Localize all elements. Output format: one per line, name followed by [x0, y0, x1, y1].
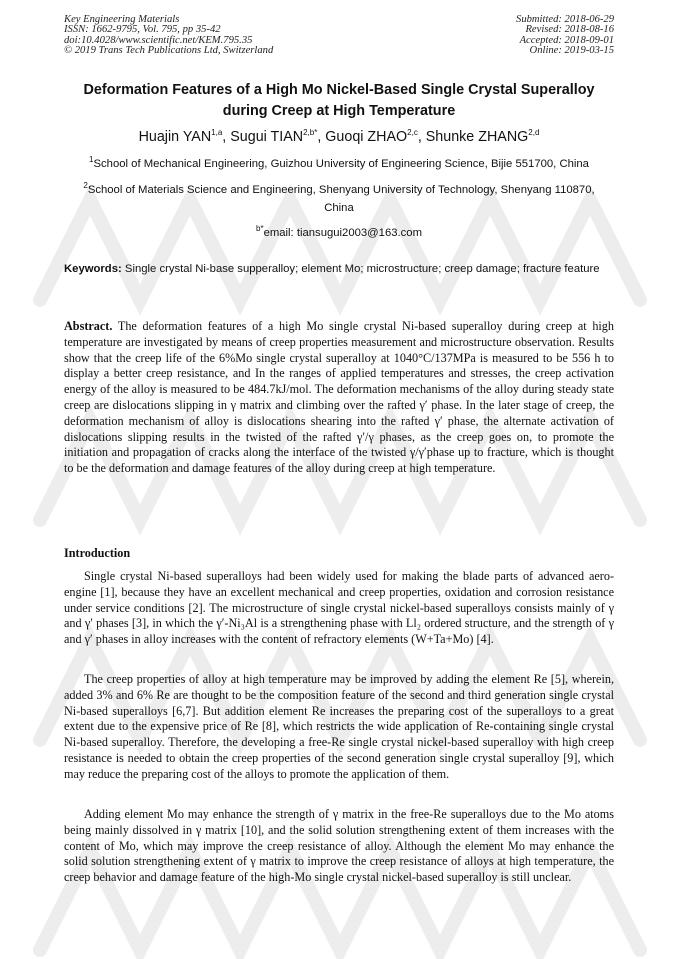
- article-dates: [516, 15, 614, 57]
- intro-paragraph-2: The creep properties of alloy at high temperature may be improved by adding the element Re [5], wherein, added 3% and 6% Re are thought to be the composition feature of the second and third generation single crystal Ni-based superalloys [6,7]. But addition element Re increases the preparing cost of the superalloys to a great extent due to the expensive price of Re [8], which restricts the wide application of Re-containing single crystal Ni-based superalloy. Therefore, the developing a free-Re single crystal nickel-based superalloy with high creep resistance is needed to obtain the creep properties of the second generation single crystal superalloy [9], which may reduce the preparing cost of the alloys to promote the application of them.: [64, 672, 614, 781]
- journal-doi[interactable]: doi:10.4028/www.scientific.net/KEM.795.35: [64, 34, 253, 46]
- author-name: Huajin YAN: [138, 129, 212, 145]
- journal-name: Key Engineering Materials: [64, 14, 180, 25]
- author-name: Guoqi ZHAO: [325, 129, 408, 145]
- date-submitted: Submitted: 2018-06-29: [516, 14, 614, 25]
- section-heading-introduction: Introduction: [64, 546, 131, 560]
- keywords: [64, 261, 614, 278]
- affiliation-1: [64, 155, 614, 173]
- keywords-label: Keywords:: [64, 263, 122, 275]
- date-online: Online: 2019-03-15: [529, 45, 614, 57]
- intro-paragraph-1: Single crystal Ni-based superalloys had been widely used for making the blade parts of advanced aero-engine [1], because they have an excellent mechanical and creep properties, oxidation and corrosion resistance under service conditions [2]. The microstructure of single crystal nickel-based superalloys consists mainly of γ and γ′ phases [3], in which the γ′-Ni₃Al is a strengthening phase with Ll₂ ordered structure, and the strength of γ and γ′ phases in alloy increases with the content of refractory elements (W+Ta+Mo) [4].: [64, 569, 614, 647]
- author-sup: 2,b*: [303, 128, 318, 138]
- abstract: [64, 319, 614, 477]
- author-name: Sugui TIAN: [230, 129, 304, 145]
- abstract-text: The deformation features of a high Mo single crystal Ni-based superalloy during creep at high temperature are investigated by means of creep properties measurement and microstructure observation. Results show that the creep life of the 6%Mo single crystal superalloy at 1040°C/137MPa is measured to be 556 h to display a better creep resistance, and In the ranges of applied temperatures and stresses, the creep activation energy of the alloy is measured to be 484.7kJ/mol. The deformation mechanisms of the alloy during steady state creep are dislocations slipping in γ matrix and climbing over the rafted γ′ phase. In the later stage of creep, the deformation mechanism of alloy is dislocations shearing into the rafted γ′ phase, the alternate activation of dislocations slipping results in the twisted of the rafted γ′/γ phases, as the creep goes on, to promote the initiation and propagation of cracks along the interface of the twisted γ/γ′phase up to fracture, which is thought to be the deformation and damage features of the alloy during creep at high temperature.: [64, 319, 614, 476]
- abstract-label: Abstract.: [64, 319, 113, 333]
- corresponding-email: [64, 224, 614, 242]
- affiliation-sup: 2: [83, 181, 88, 191]
- keywords-text: Single crystal Ni-base supperalloy; element Mo; microstructure; creep damage; fracture feature: [124, 263, 600, 275]
- journal-info: [64, 15, 273, 57]
- journal-issn: ISSN: 1662-9795, Vol. 795, pp 35-42: [64, 24, 221, 36]
- affiliation-text: School of Materials Science and Engineering, Shenyang University of Technology, Shenyang 110870, China: [87, 184, 595, 214]
- date-accepted: Accepted: 2018-09-01: [519, 34, 614, 46]
- email-text[interactable]: email: tiansugui2003@163.com: [263, 227, 422, 239]
- affiliation-sup: 1: [89, 155, 94, 165]
- author-list: Huajin YAN$^{1,a}$, Sugui $TIAN^{2,b*}$, Guoqi ZHAO$^{2,c}$, Shunke ZHANG$^{2,d}$: [138, 128, 540, 145]
- author-sup: 2,d: [528, 128, 540, 138]
- author-sup: 2,c: [407, 128, 418, 138]
- email-sup: b*: [256, 224, 264, 234]
- author-name: Shunke ZHANG: [425, 129, 529, 145]
- paper-title: Deformation Features of a High Mo Nickel-Based Single Crystal Superalloy during Creep at High Temperature: [83, 82, 595, 119]
- affiliation-2: [64, 181, 614, 217]
- affiliation-text: School of Mechanical Engineering, Guizhou University of Engineering Science, Bijie 551700, China: [93, 158, 589, 170]
- journal-copyright: © 2019 Trans Tech Publications Ltd, Switzerland: [64, 45, 274, 57]
- intro-paragraph-3: Adding element Mo may enhance the strength of γ matrix in the free-Re superalloys due to the Mo atoms being mainly dissolved in γ matrix [10], and the solid solution strengthening extent of them increases with the content of Mo, which may improve the creep resistance of alloy. Although the element Mo may enhance the solid solution strengthening extent of γ matrix to improve the creep resistance of alloys at high temperature, the creep behavior and damage feature of the high-Mo single crystal nickel-based superalloy is still unclear.: [64, 807, 614, 885]
- date-revised: Revised: 2018-08-16: [525, 24, 614, 36]
- author-sup: 1,a: [211, 128, 223, 138]
